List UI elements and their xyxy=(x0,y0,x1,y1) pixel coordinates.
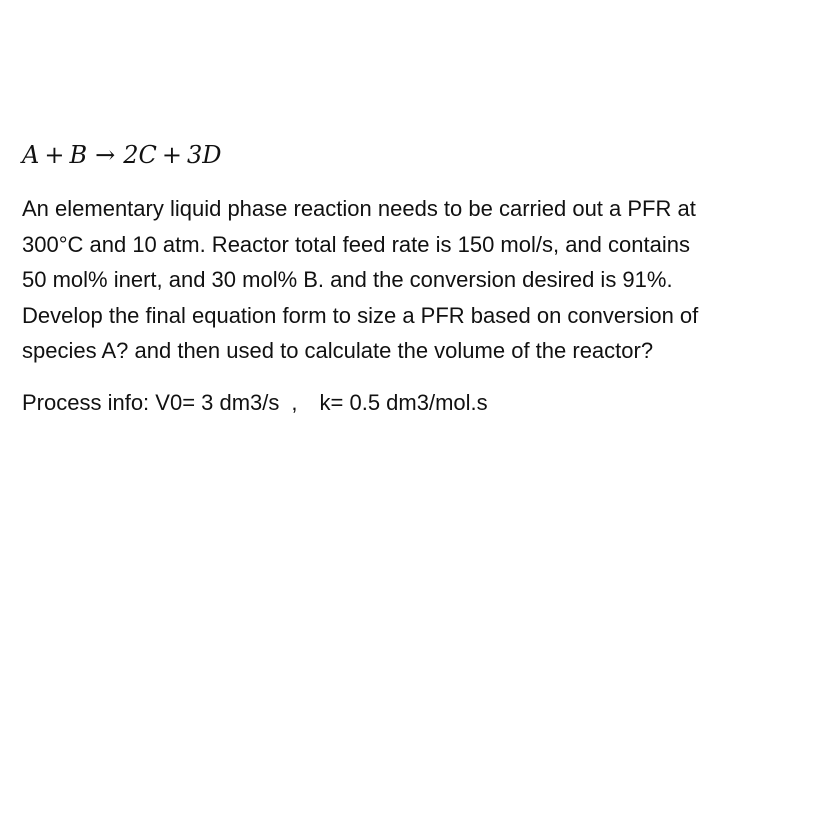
reactant-a: A xyxy=(22,141,40,169)
plus-sign-2: + xyxy=(161,141,182,169)
process-info xyxy=(22,386,488,420)
problem-line-4: Develop the final equation form to size a PFR based on conversion of xyxy=(22,302,699,328)
problem-line-1: An elementary liquid phase reaction needs to be carried out a PFR at xyxy=(22,196,696,221)
reactant-b: B xyxy=(69,141,88,169)
reaction-equation xyxy=(22,138,221,172)
problem-statement xyxy=(22,191,822,369)
process-info-v0: Process info: V0= 3 dm3/s xyxy=(22,390,280,415)
problem-line-2: 300°C and 10 atm. Reactor total feed rate is 150 mol/s, and contains xyxy=(22,231,690,257)
product-d: 3D xyxy=(186,141,222,169)
product-c: 2C xyxy=(123,141,157,169)
process-info-separator: , xyxy=(291,390,298,415)
problem-line-3: 50 mol% inert, and 30 mol% B. and the conversion desired is 91%. xyxy=(22,267,673,292)
process-info-k: k= 0.5 dm3/mol.s xyxy=(319,390,488,415)
reaction-arrow: → xyxy=(95,141,116,169)
problem-line-5: species A? and then used to calculate the volume of the reactor? xyxy=(22,338,654,363)
plus-sign-1: + xyxy=(44,141,65,169)
